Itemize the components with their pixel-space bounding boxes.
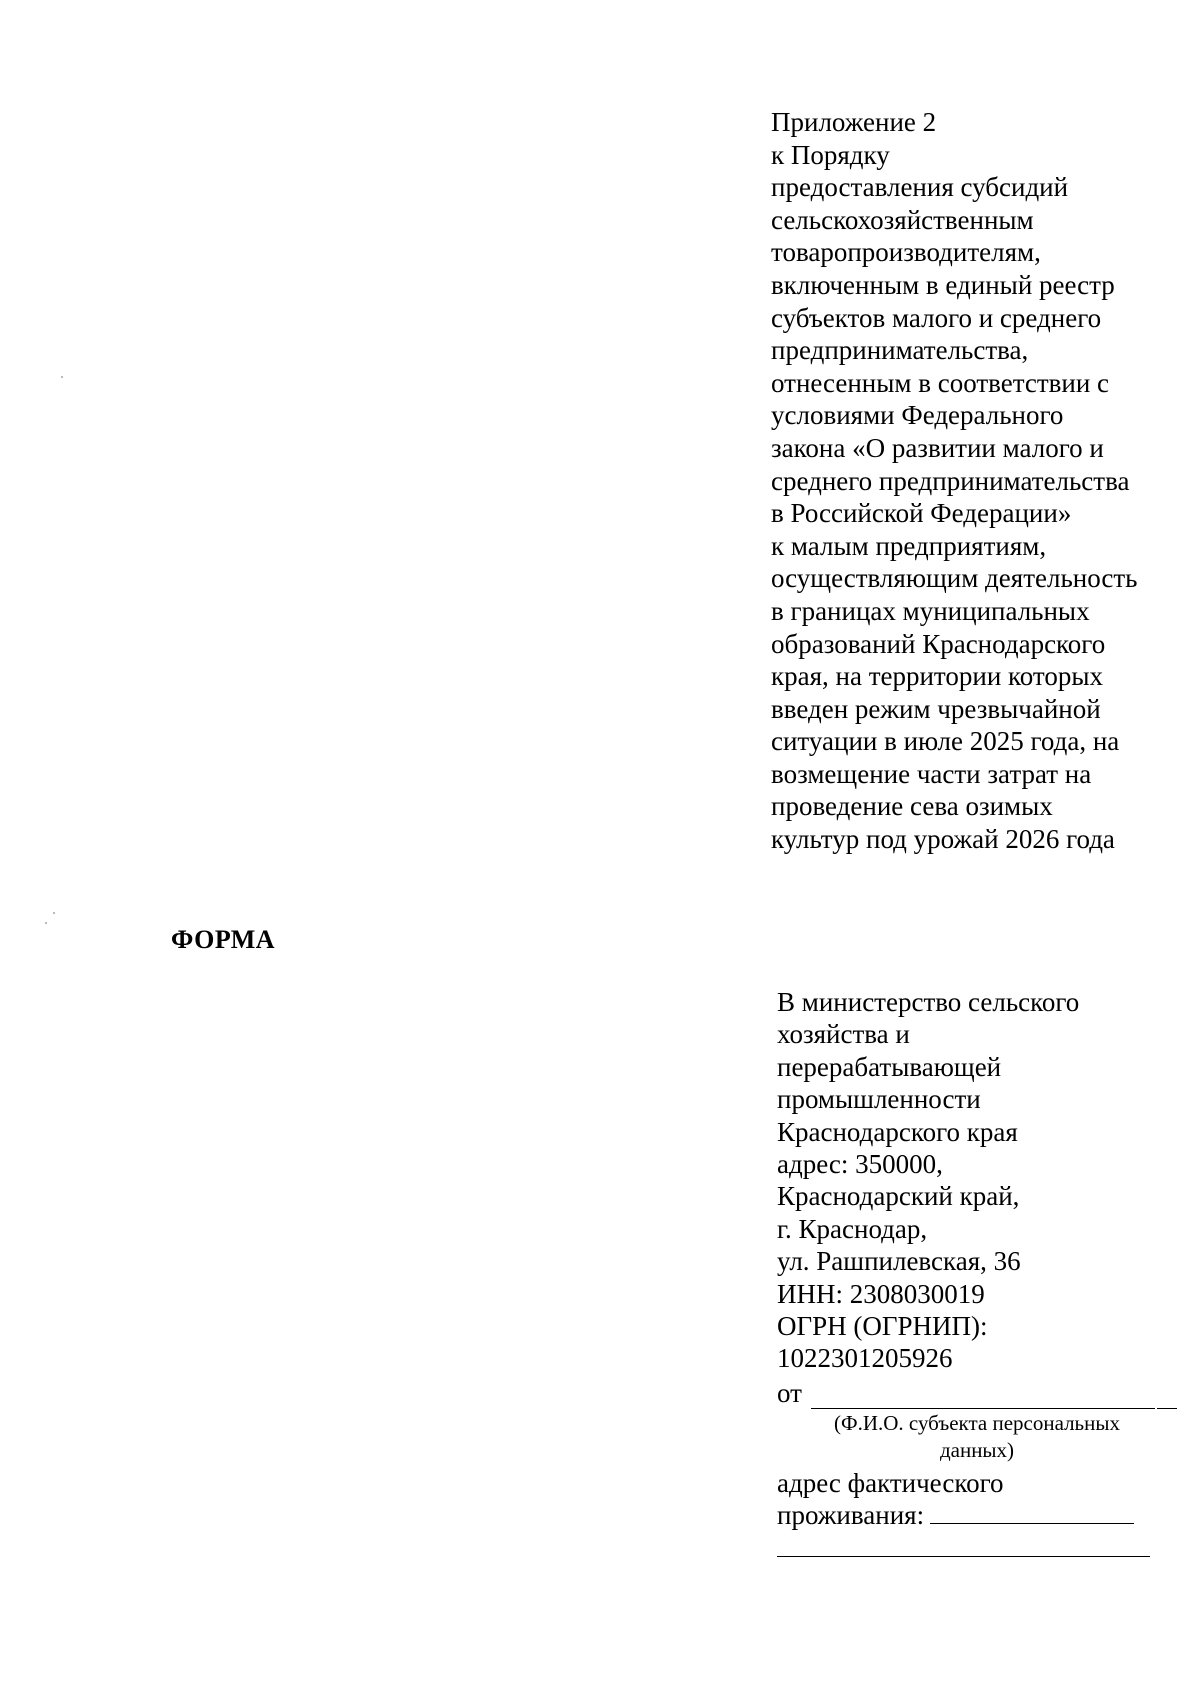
appendix-line: включенным в единый реестр	[771, 269, 1115, 300]
appendix-line: края, на территории которых	[771, 661, 1104, 692]
from-label: от	[777, 1378, 802, 1408]
from-field	[777, 1378, 1177, 1412]
appendix-line: к Порядку	[771, 139, 890, 170]
appendix-line: среднего предпринимательства	[771, 465, 1130, 496]
addressee-line: ИНН: 2308030019	[777, 1278, 985, 1309]
appendix-line: культур под урожай 2026 года	[771, 824, 1115, 855]
addressee-block	[777, 986, 1177, 1375]
appendix-line: введен режим чрезвычайной	[771, 693, 1101, 724]
residence-label-line1: адрес фактического	[777, 1468, 1004, 1498]
appendix-line: сельскохозяйственным	[771, 204, 1034, 235]
appendix-line: предоставления субсидий	[771, 172, 1069, 203]
appendix-line: к малым предприятиям,	[771, 530, 1047, 561]
scan-speck	[45, 922, 47, 924]
appendix-line: отнесенным в соответствии с	[771, 367, 1110, 398]
from-blank-line[interactable]	[811, 1408, 1155, 1409]
appendix-line: товаропроизводителям,	[771, 237, 1041, 268]
appendix-line: субъектов малого и среднего	[771, 302, 1102, 333]
scan-speck	[61, 376, 63, 378]
appendix-line: возмещение части затрат на	[771, 758, 1092, 789]
appendix-line: условиями Федерального	[771, 400, 1064, 431]
appendix-line: предпринимательства,	[771, 335, 1029, 366]
addressee-line: перерабатывающей	[777, 1051, 1002, 1082]
appendix-line: осуществляющим деятельность	[771, 563, 1138, 594]
residence-blank-line-2[interactable]	[777, 1556, 1150, 1557]
addressee-line: ул. Рашпилевская, 36	[777, 1246, 1021, 1277]
addressee-line: адрес: 350000,	[777, 1149, 943, 1180]
fio-caption	[777, 1410, 1177, 1464]
appendix-line: проведение сева озимых	[771, 791, 1053, 822]
residence-field	[777, 1467, 1177, 1532]
addressee-line: хозяйства и	[777, 1019, 910, 1050]
form-label: ФОРМА	[171, 925, 276, 954]
appendix-line: образований Краснодарского	[771, 628, 1106, 659]
addressee-line: В министерство сельского	[777, 987, 1080, 1017]
appendix-line: в Российской Федерации»	[771, 498, 1072, 529]
appendix-line: Приложение 2	[771, 107, 937, 137]
appendix-line: ситуации в июле 2025 года, на	[771, 726, 1120, 757]
addressee-line: г. Краснодар,	[777, 1213, 928, 1244]
from-blank-line-tail	[1157, 1408, 1177, 1409]
appendix-line: закона «О развитии малого и	[771, 432, 1104, 463]
appendix-line: в границах муниципальных	[771, 595, 1090, 626]
scan-speck	[53, 912, 55, 914]
fio-caption-line2: данных)	[939, 1438, 1015, 1462]
fio-caption-line1: (Ф.И.О. субъекта персональных	[834, 1411, 1120, 1435]
addressee-line: промышленности	[777, 1084, 981, 1115]
residence-label-line2: проживания:	[777, 1500, 925, 1531]
residence-label-line2-row	[777, 1499, 1177, 1531]
addressee-line: 1022301205926	[777, 1343, 953, 1374]
addressee-line: Краснодарский край,	[777, 1181, 1020, 1212]
appendix-header	[771, 106, 1191, 856]
addressee-line: ОГРН (ОГРНИП):	[777, 1311, 988, 1342]
residence-blank-line[interactable]	[930, 1522, 1134, 1524]
addressee-line: Краснодарского края	[777, 1116, 1018, 1147]
